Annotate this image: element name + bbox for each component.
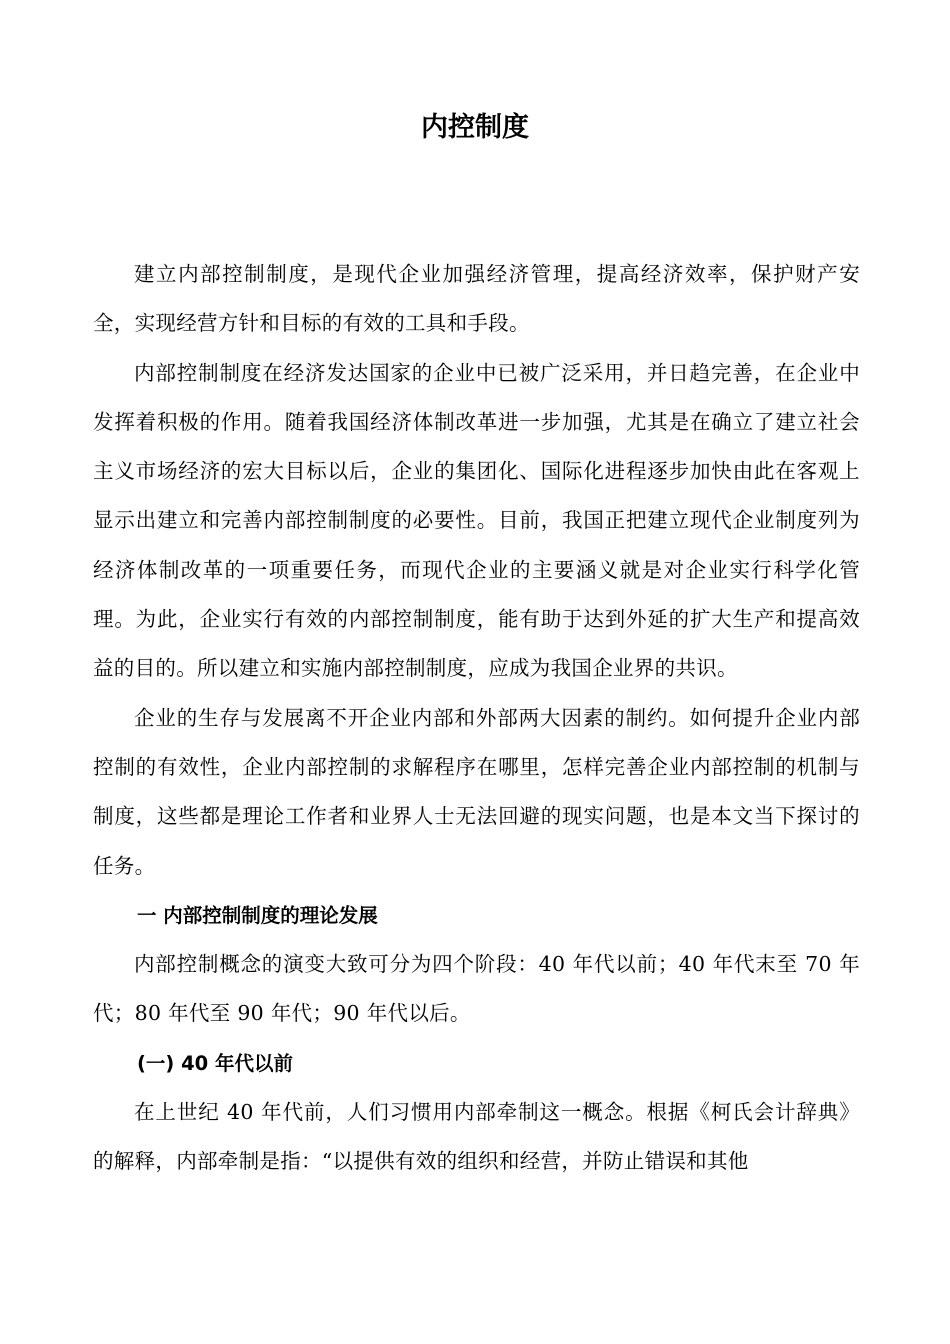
section-paragraph: 内部控制概念的演变大致可分为四个阶段：40 年代以前；40 年代末至 70 年代；80 年代至 90 年代；90 年代以后。 [93, 952, 860, 1026]
document-body [93, 250, 860, 1187]
subsection-paragraph: 在上世纪 40 年代前，人们习惯用内部牵制这一概念。根据《柯氏会计辞典》的解释，内部牵制是指：“以提供有效的组织和经营，并防止错误和其他 [93, 1100, 860, 1174]
document-title: 内控制度 [421, 112, 529, 143]
subsection-heading: (一) 40 年代以前 [137, 1051, 294, 1075]
paragraph-background: 内部控制制度在经济发达国家的企业中已被广泛采用，并日趋完善，在企业中发挥着积极的作用。随着我国经济体制改革进一步加强，尤其是在确立了建立社会主义市场经济的宏大目标以后，企业的集团化、国际化进程逐步加快由此在客观上显示出建立和完善内部控制制度的必要性。目前，我国正把建立现代企业制度列为经济体制改革的一项重要任务，而现代企业的主要涵义就是对企业实行科学化管理。为此，企业实行有效的内部控制制度，能有助于达到外延的扩大生产和提高效益的目的。所以建立和实施内部控制制度，应成为我国企业界的共识。 [93, 360, 860, 681]
paragraph-intro: 建立内部控制制度，是现代企业加强经济管理，提高经济效率，保护财产安全，实现经营方针和目标的有效的工具和手段。 [93, 262, 860, 336]
section-heading: 一 内部控制制度的理论发展 [137, 903, 378, 927]
paragraph-purpose: 企业的生存与发展离不开企业内部和外部两大因素的制约。如何提升企业内部控制的有效性，企业内部控制的求解程序在哪里，怎样完善企业内部控制的机制与制度，这些都是理论工作者和业界人士无法回避的现实问题，也是本文当下探讨的任务。 [93, 705, 860, 878]
